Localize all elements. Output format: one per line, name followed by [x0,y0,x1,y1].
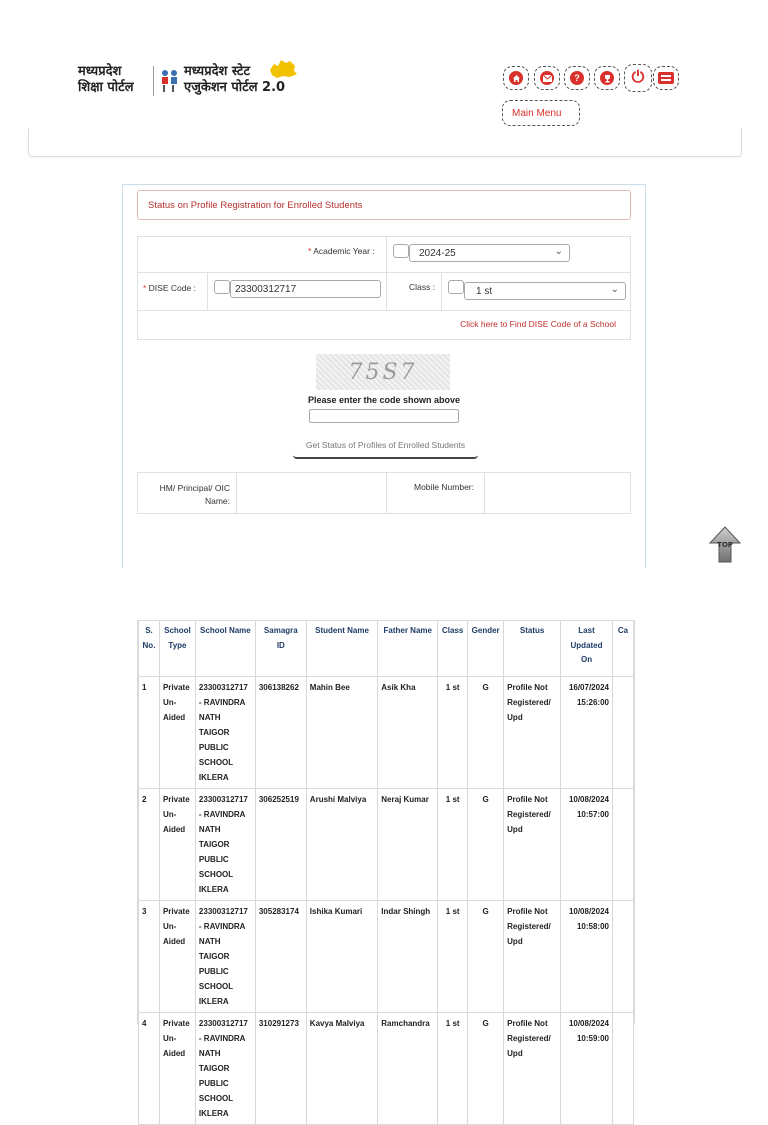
academic-year-value: 2024-25 [419,247,456,259]
svg-text:TOP: TOP [717,541,733,549]
table-row [139,789,634,901]
panel-title-text: Status on Profile Registration for Enrolled Students [148,199,363,211]
help-button[interactable] [564,66,590,90]
academic-year-row [137,236,631,273]
logo2-line1: मध्यप्रदेश स्टेट [184,64,251,79]
help-icon: ? [570,71,584,85]
captcha-text: 75S7 [348,359,418,385]
nav-bar [28,128,742,157]
header-school-name[interactable]: School Name [195,621,255,677]
cell-samagra-id: 306138262 [255,677,306,789]
logo2-line2: एजुकेशन पोर्टल 2.0 [184,80,286,95]
trophy-button[interactable] [594,66,620,90]
header-school-type[interactable]: School Type [159,621,195,677]
academic-year-checkbox[interactable] [393,244,409,258]
header-status[interactable]: Status [504,621,561,677]
cell-father-name: Neraj Kumar [378,789,438,901]
cell-class: 1 st [438,789,468,901]
cell-student-name: Kavya Malviya [306,1013,377,1125]
cell-last-updated: 10/08/2024 10:59:00 [561,1013,613,1125]
cell-samagra-id: 305283174 [255,901,306,1013]
back-to-top-icon[interactable] [709,526,741,564]
logo1-line2: शिक्षा पोर्टल [78,80,134,95]
students-table-wrapper[interactable] [137,620,635,1118]
panel-title [137,190,631,220]
cell-last-updated: 10/08/2024 10:58:00 [561,901,613,1013]
cell-last-updated: 16/07/2024 15:26:00 [561,677,613,789]
cell-school-type: Private Un-Aided [159,677,195,789]
header-student-name[interactable]: Student Name [306,621,377,677]
cell-student-name: Arushi Malviya [306,789,377,901]
cell-category [612,901,633,1013]
class-checkbox[interactable] [448,280,464,294]
captcha-input[interactable] [309,409,459,423]
mail-button[interactable] [534,66,560,90]
shiksha-portal-logo[interactable] [78,64,134,96]
cell-sno: 3 [139,901,160,1013]
header-father-name[interactable]: Father Name [378,621,438,677]
cell-samagra-id: 310291273 [255,1013,306,1125]
dise-code-checkbox[interactable] [214,280,230,294]
academic-year-label: * Academic Year : [308,246,375,256]
cell-gender: G [468,1013,504,1125]
dise-code-value: 23300312717 [235,283,297,295]
table-row [139,1013,634,1125]
cell-sno: 2 [139,789,160,901]
logout-button[interactable] [624,64,652,92]
captcha-instruction: Please enter the code shown above [307,395,461,405]
cell-student-name: Ishika Kumari [306,901,377,1013]
cell-class: 1 st [438,1013,468,1125]
cell-school-type: Private Un-Aided [159,1013,195,1125]
chevron-down-icon: ⌄ [610,284,619,295]
cell-sno: 1 [139,677,160,789]
logo1-line1: मध्यप्रदेश [78,64,122,79]
header-samagra-id[interactable]: Samagra ID [255,621,306,677]
mail-icon [540,71,554,85]
class-value: 1 st [476,285,493,297]
chevron-down-icon: ⌄ [554,246,563,257]
mobile-number-label: Mobile Number: [414,482,474,492]
academic-year-select[interactable] [409,244,570,262]
cell-school-name: 23300312717 - RAVINDRA NATH TAIGOR PUBLIC SCHOOL IKLERA [195,901,255,1013]
id-card-icon [658,72,674,84]
table-row [139,901,634,1013]
cell-father-name: Indar Shingh [378,901,438,1013]
cell-father-name: Asik Kha [378,677,438,789]
dise-code-input[interactable] [230,280,381,298]
profile-card-button[interactable] [653,66,679,90]
cell-samagra-id: 306252519 [255,789,306,901]
cell-sno: 4 [139,1013,160,1125]
cell-class: 1 st [438,901,468,1013]
cell-school-name: 23300312717 - RAVINDRA NATH TAIGOR PUBLIC SCHOOL IKLERA [195,789,255,901]
cell-status: Profile Not Registered/ Upd [504,901,561,1013]
cell-last-updated: 10/08/2024 10:57:00 [561,789,613,901]
header-gender[interactable]: Gender [468,621,504,677]
cell-father-name: Ramchandra [378,1013,438,1125]
cell-status: Profile Not Registered/ Upd [504,677,561,789]
main-menu-label: Main Menu [512,107,562,119]
students-icon [160,68,180,94]
table-header-row [139,621,634,677]
students-table [138,620,634,1125]
dise-code-label: * DISE Code : [143,283,196,293]
cell-gender: G [468,789,504,901]
mp-map-icon [268,58,298,80]
cell-school-type: Private Un-Aided [159,789,195,901]
home-button[interactable] [503,66,529,90]
get-status-label: Get Status of Profiles of Enrolled Students [305,440,466,450]
hm-name-label: HM/ Principal/ OIC Name: [159,483,230,506]
cell-school-name: 23300312717 - RAVINDRA NATH TAIGOR PUBLIC SCHOOL IKLERA [195,1013,255,1125]
cell-category [612,1013,633,1125]
cell-gender: G [468,901,504,1013]
cell-category [612,677,633,789]
table-row [139,677,634,789]
dise-class-row [137,273,631,311]
main-menu-button[interactable] [502,100,580,126]
cell-student-name: Mahin Bee [306,677,377,789]
trophy-icon [600,71,614,85]
class-select[interactable] [464,282,626,300]
power-icon: ⏻ [631,69,645,86]
header-last-updated[interactable]: Last Updated On [561,621,613,677]
cell-status: Profile Not Registered/ Upd [504,1013,561,1125]
cell-class: 1 st [438,677,468,789]
find-dise-code-link[interactable]: Click here to Find DISE Code of a School [460,319,616,329]
cell-school-name: 23300312717 - RAVINDRA NATH TAIGOR PUBLIC SCHOOL IKLERA [195,677,255,789]
hm-info-row [137,472,631,514]
captcha-image [316,354,450,390]
get-status-button[interactable] [293,433,478,459]
cell-gender: G [468,677,504,789]
header-category[interactable]: Ca [612,621,633,677]
cell-school-type: Private Un-Aided [159,901,195,1013]
find-dise-row [137,311,631,340]
header-sno[interactable]: S. No. [139,621,160,677]
home-icon [509,71,523,85]
logo-divider [153,66,154,96]
cell-category [612,789,633,901]
cell-status: Profile Not Registered/ Upd [504,789,561,901]
header-class[interactable]: Class [438,621,468,677]
class-label: Class : [409,282,435,292]
